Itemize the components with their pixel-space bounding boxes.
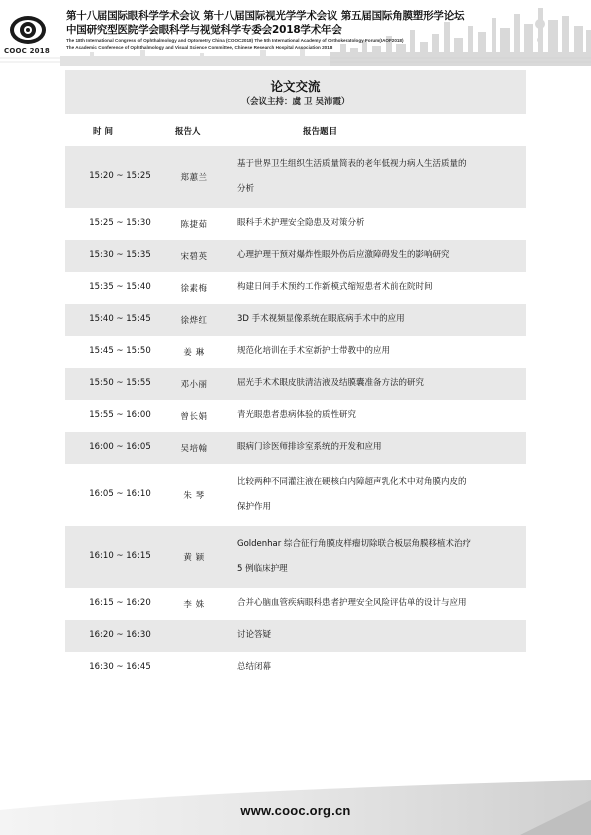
table-row [65, 464, 526, 526]
table-row [65, 620, 526, 652]
row-speaker: 邓小丽 [180, 380, 208, 390]
table-row [65, 652, 526, 684]
row-speaker: 姜 琳 [183, 348, 205, 358]
column-header-topic: 报告题目 [303, 127, 338, 137]
row-time: 15:45 ~ 15:50 [89, 346, 151, 356]
row-topic [237, 624, 523, 647]
row-topic [237, 244, 523, 267]
table-row [65, 146, 526, 208]
table-row [65, 304, 526, 336]
row-topic-line: 规范化培训在手术室新护士带教中的应用 [237, 346, 391, 356]
row-topic [237, 656, 523, 679]
conference-english-line2: The Academic Conference of Ophthalmology and Visual Science Committee, Chinese Research Hospital Association 2018 [66, 45, 333, 50]
row-topic-line: 总结闭幕 [237, 662, 272, 672]
conference-title-line2: 中国研究型医院学会眼科学与视觉科学专委会2018学术年会 [66, 24, 342, 36]
row-topic-line: 5 例临床护理 [237, 564, 288, 574]
row-time: 16:15 ~ 16:20 [89, 598, 151, 608]
row-time: 15:55 ~ 16:00 [89, 410, 151, 420]
session-title: 论文交流 [270, 79, 321, 94]
row-topic [237, 212, 523, 235]
row-time: 15:20 ~ 15:25 [89, 171, 151, 181]
row-topic [237, 340, 523, 363]
table-row [65, 368, 526, 400]
row-topic [237, 470, 523, 520]
row-topic-line: 眼科手术护理安全隐患及对策分析 [237, 218, 365, 228]
row-time: 16:30 ~ 16:45 [89, 662, 151, 672]
row-topic-line: Goldenhar 综合征行角膜皮样瘤切除联合板层角膜移植术治疗 [237, 539, 471, 549]
row-topic [237, 436, 523, 459]
table-row [65, 400, 526, 432]
row-topic [237, 404, 523, 427]
row-speaker: 朱 琴 [183, 491, 205, 501]
schedule-table [65, 70, 526, 684]
schedule-rows [65, 146, 526, 684]
row-speaker: 徐烨红 [180, 316, 208, 326]
session-title-block [65, 70, 526, 114]
session-chairs: （会议主持：虞 卫 吴沛霞） [241, 97, 350, 107]
conference-english-line1: The 18th International Congress of Ophthalmology and Optometry China (COOC2018) The 5th International Academy of Orthokeratology Forum(IAOF2018) [66, 38, 404, 43]
row-topic [237, 276, 523, 299]
row-time: 15:50 ~ 15:55 [89, 378, 151, 388]
column-header-speaker: 报告人 [175, 127, 201, 137]
row-topic [237, 372, 523, 395]
row-speaker: 徐素梅 [180, 284, 208, 294]
page-header [0, 0, 591, 66]
cooc-logo [8, 10, 48, 50]
row-time: 15:35 ~ 15:40 [89, 282, 151, 292]
row-time: 16:05 ~ 16:10 [89, 489, 151, 499]
table-row [65, 240, 526, 272]
column-header-time: 时 间 [93, 127, 113, 137]
row-speaker: 陈捷茹 [180, 220, 208, 230]
row-topic-line: 屈光手术术眼皮肤清洁液及结膜囊准备方法的研究 [237, 378, 425, 388]
row-topic-line: 眼病门诊医师排诊室系统的开发和应用 [237, 442, 382, 452]
table-row [65, 588, 526, 620]
table-row [65, 208, 526, 240]
table-row [65, 432, 526, 464]
row-time: 16:00 ~ 16:05 [89, 442, 151, 452]
table-row [65, 336, 526, 368]
row-topic-line: 3D 手术视频显像系统在眼底病手术中的应用 [237, 314, 405, 324]
logo-label: COOC 2018 [4, 47, 50, 55]
row-topic-line: 比较两种不同灌注液在硬核白内障超声乳化术中对角膜内皮的 [237, 477, 467, 487]
table-row [65, 272, 526, 304]
row-time: 15:40 ~ 15:45 [89, 314, 151, 324]
row-topic-line: 基于世界卫生组织生活质量简表的老年低视力病人生活质量的 [237, 159, 467, 169]
row-topic-line: 构建日间手术预约工作新模式缩短患者术前在院时间 [237, 282, 433, 292]
conference-title-line1: 第十八届国际眼科学学术会议 第十八届国际视光学学术会议 第五届国际角膜塑形学论坛 [66, 10, 465, 22]
row-time: 15:25 ~ 15:30 [89, 218, 151, 228]
row-topic-line: 青光眼患者患病体验的质性研究 [237, 410, 357, 420]
table-row [65, 526, 526, 588]
row-time: 16:10 ~ 16:15 [89, 551, 151, 561]
row-topic [237, 532, 523, 582]
row-speaker: 郑蕙兰 [180, 173, 208, 183]
row-topic-line: 心理护理干预对爆炸性眼外伤后应激障碍发生的影响研究 [237, 250, 450, 260]
row-speaker: 吴培翰 [180, 444, 208, 454]
row-speaker: 李 姝 [183, 600, 205, 610]
row-topic [237, 592, 523, 615]
row-topic-line: 合并心脑血管疾病眼科患者护理安全风险评估单的设计与应用 [237, 598, 467, 608]
row-topic [237, 152, 523, 202]
row-time: 15:30 ~ 15:35 [89, 250, 151, 260]
row-topic [237, 308, 523, 331]
row-topic-line: 保护作用 [237, 502, 272, 512]
row-speaker: 宋碧英 [180, 252, 208, 262]
column-header-row [65, 114, 526, 146]
row-topic-line: 分析 [237, 184, 255, 194]
row-time: 16:20 ~ 16:30 [89, 630, 151, 640]
row-speaker: 黄 颖 [183, 553, 205, 563]
row-topic-line: 讨论答疑 [237, 630, 272, 640]
footer-website-url[interactable]: www.cooc.org.cn [240, 803, 351, 818]
row-speaker: 曾长娟 [180, 412, 208, 422]
